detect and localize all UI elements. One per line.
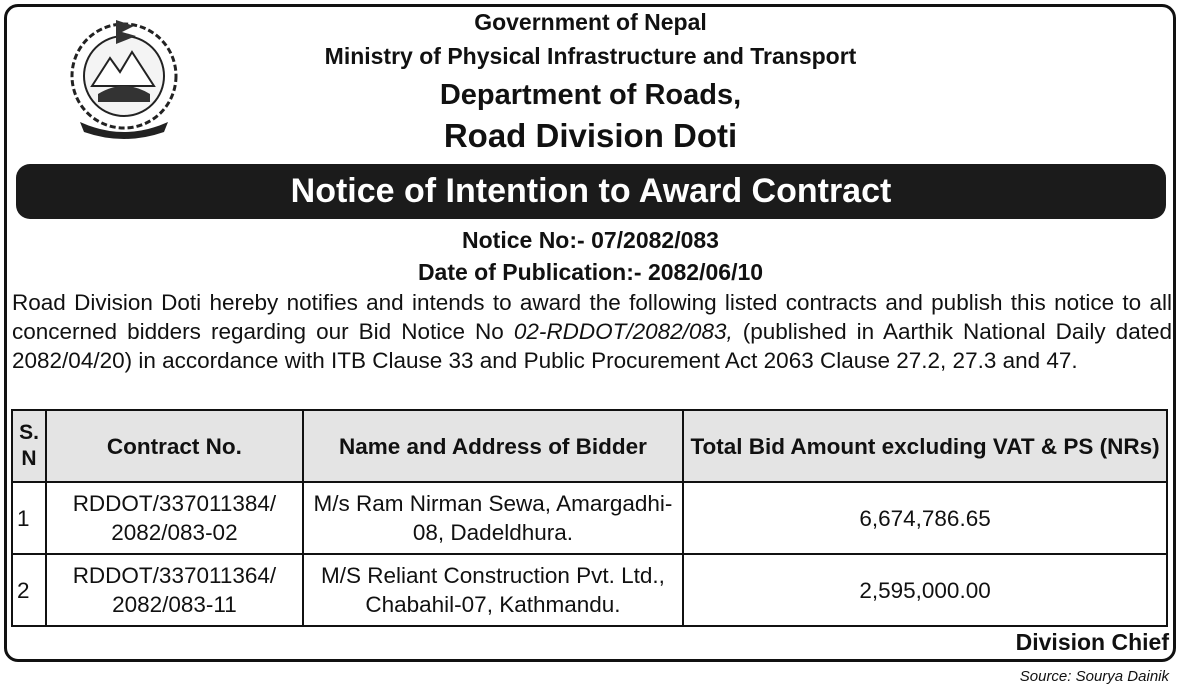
header-sn: S. N [12, 410, 46, 482]
table-row [12, 482, 1167, 554]
row-sn: 1 [12, 482, 46, 554]
row-contract-no: RDDOT/337011384/ 2082/083-02 [46, 482, 303, 554]
publication-date: Date of Publication:- 2082/06/10 [417, 259, 764, 285]
award-table [11, 409, 1168, 627]
notice-body [12, 288, 1172, 375]
bid-notice-reference: 02-RDDOT/2082/083, [513, 319, 733, 344]
header-bidder: Name and Address of Bidder [303, 410, 683, 482]
table-header-row [12, 410, 1167, 482]
notice-title-banner [16, 164, 1166, 219]
body-text-before: Road Division Doti hereby notifies and intends to award the following listed contracts and publish this notice to all concerned bidders regarding our Bid Notice No [12, 290, 1172, 344]
row-amount: 2,595,000.00 [683, 554, 1167, 626]
row-sn: 2 [12, 554, 46, 626]
header-amount: Total Bid Amount excluding VAT & PS (NRs) [683, 410, 1167, 482]
row-contract-no: RDDOT/337011364/ 2082/083-11 [46, 554, 303, 626]
header-contract-no: Contract No. [46, 410, 303, 482]
source-credit: Source: Sourya Dainik [1019, 668, 1169, 685]
signature-title: Division Chief [1015, 629, 1169, 655]
notice-title: Notice of Intention to Award Contract [290, 172, 892, 210]
department-title: Department of Roads, [439, 79, 742, 111]
table-row [12, 554, 1167, 626]
row-bidder: M/S Reliant Construction Pvt. Ltd., Chabahil-07, Kathmandu. [303, 554, 683, 626]
ministry-title: Ministry of Physical Infrastructure and Transport [324, 43, 857, 69]
notice-number: Notice No:- 07/2082/083 [462, 227, 719, 253]
government-title: Government of Nepal [474, 9, 707, 35]
body-text-after: (published in Aarthik National Daily dated 2082/04/20) in accordance with ITB Clause 33 and Public Procurement Act 2063 Clause 27.2, 27.3 and 47. [12, 319, 1172, 373]
row-bidder: M/s Ram Nirman Sewa, Amargadhi-08, Dadeldhura. [303, 482, 683, 554]
row-amount: 6,674,786.65 [683, 482, 1167, 554]
division-title: Road Division Doti [443, 117, 738, 154]
